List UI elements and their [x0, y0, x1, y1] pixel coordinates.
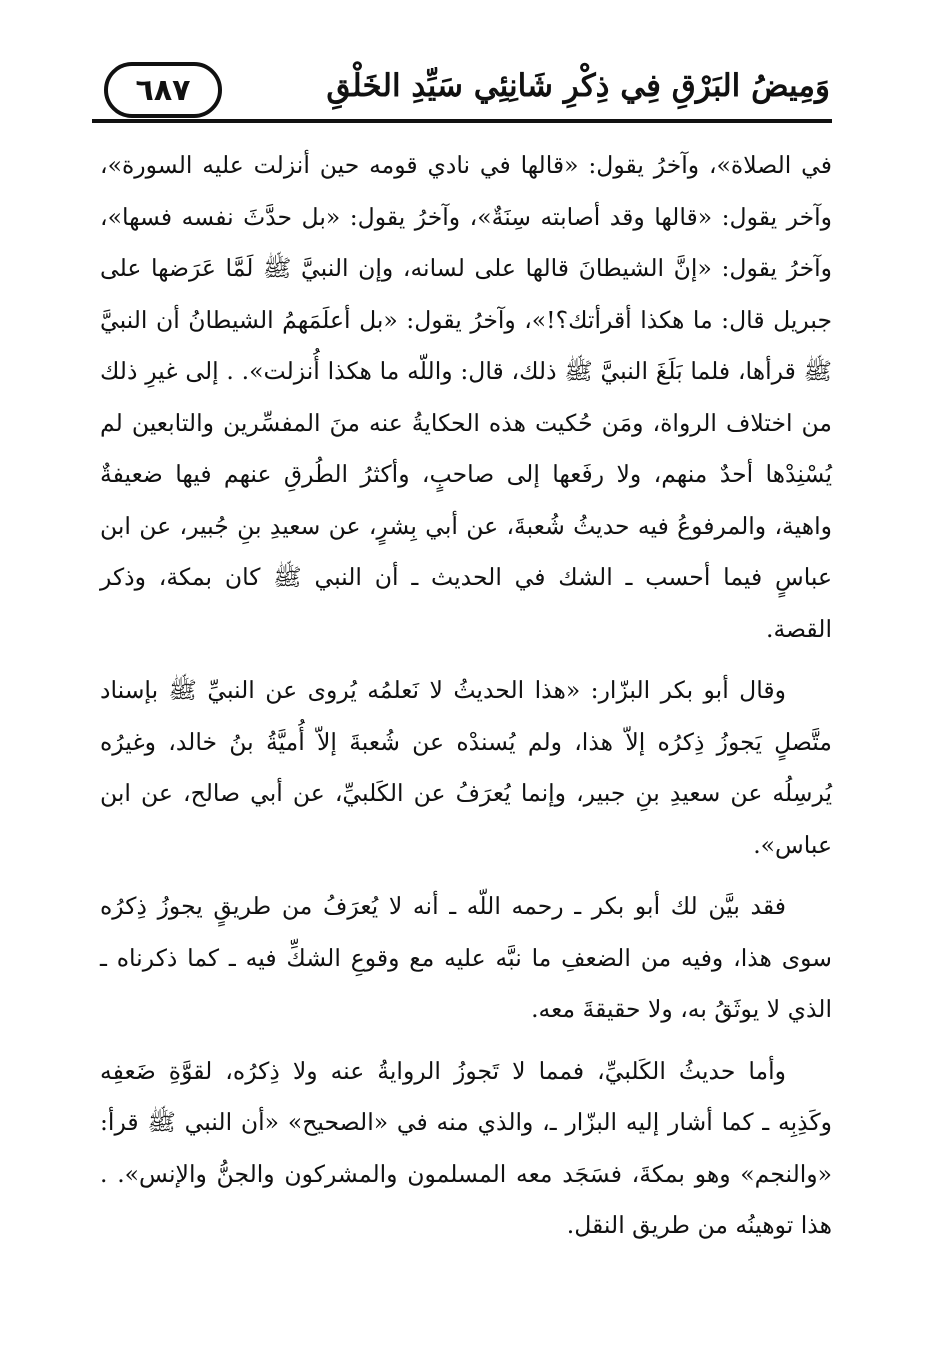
page-header: [96, 50, 830, 122]
header-rule: [92, 119, 832, 123]
paragraph-1: في الصلاة»، وآخرُ يقول: «قالها في نادي قومه حين أنزلت عليه السورة»، وآخر يقول: «قالها وقد أصابته سِنَةٌ»، وآخرُ يقول: «بل حدَّثَ نفسه فسها»، وآخرُ يقول: «إنَّ الشيطانَ قالها على لسانه، وإن النبيَّ ﷺ لَمَّا عَرَضها على جبريل قال: ما هكذا أقرأتك؟!»، وآخرُ يقول: «بل أعلَمَهمُ الشيطانُ أن النبيَّ ﷺ قرأها، فلما بَلَغَ النبيَّ ﷺ ذلك، قال: واللّه ما هكذا أُنزلت». . إلى غيرِ ذلك من اختلاف الرواة، ومَن حُكيت هذه الحكايةُ عنه منَ المفسِّرين والتابعين لم يُسْنِدْها أحدٌ منهم، ولا رفَعها إلى صاحبٍ، وأكثرُ الطُرقِ عنهم فيها ضعيفةٌ واهية، والمرفوعُ فيه حديثُ شُعبةَ، عن أبي بِشرٍ، عن سعيدِ بنِ جُبير، عن ابن عباسٍ فيما أحسب ـ الشك في الحديث ـ أن النبي ﷺ كان بمكة، وذكر القصة.: [100, 151, 832, 643]
paragraph-3: فقد بيَّن لك أبو بكر ـ رحمه اللّه ـ أنه لا يُعرَفُ من طريقٍ يجوزُ ذِكرُه سوى هذا، وفيه من الضعفِ ما نبَّه عليه مع وقوعِ الشكِّ فيه ـ كما ذكرناه ـ الذي لا يوثَقُ به، ولا حقيقةَ معه.: [100, 892, 832, 1023]
running-title: وَمِيضُ البَرْقِ فِي ذِكْرِ شَانِئِي سَيِّدِ الخَلْقِ: [326, 68, 830, 104]
body-text: [100, 140, 832, 1252]
paragraph-2: وقال أبو بكر البزّار: «هذا الحديثُ لا نَعلمُه يُروى عن النبيِّ ﷺ بإسناد متَّصلٍ يَجوزُ ذِكرُه إلاّ هذا، ولم يُسندْه عن شُعبةَ إلاّ أُميَّةُ بنُ خالد، وغيرُه يُرسِلُه عن سعيدِ بنِ جبير، وإنما يُعرَفُ عن الكَلبيِّ، عن أبي صالح، عن ابن عباس».: [100, 676, 832, 859]
page-number: ٦٨٧: [104, 62, 222, 118]
paragraph-4: وأما حديثُ الكَلبيِّ، فمما لا تَجوزُ الروايةُ عنه ولا ذِكرُه، لقوَّةِ ضَعفِه وكَذِبِه ـ كما أشار إليه البزّار ـ، والذي منه في «الصحيح» «أن النبي ﷺ قرأ: «والنجم» وهو بمكةَ، فسَجَد معه المسلمون والمشركون والجنُّ والإنس». . هذا توهينُه من طريق النقل.: [100, 1056, 832, 1239]
